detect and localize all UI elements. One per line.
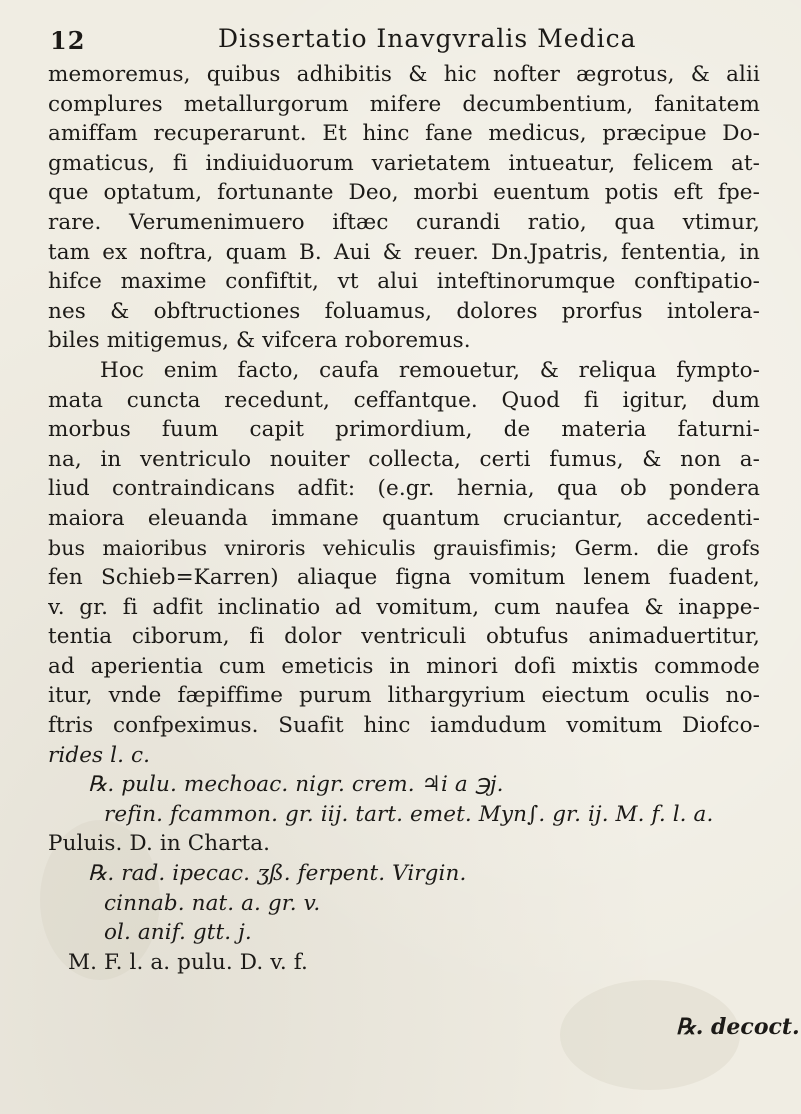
body-text (48, 60, 760, 977)
text-line: mata cuncta recedunt, ceffantque. Quod fi igitur, dum (48, 387, 760, 413)
prescription-line: ℞. pulu. mechoac. nigr. crem. ♃i a ℈j. (88, 772, 504, 798)
text-line: rides l. c. (48, 742, 151, 768)
text-line: nes & obftructiones foluamus, dolores prorfus intolera- (48, 298, 760, 324)
page-number: 12 (50, 26, 86, 55)
text-line: v. gr. fi adfit inclinatio ad vomitum, cum naufea & inappe- (48, 594, 760, 620)
text-line: maiora eleuanda immane quantum cruciantur, accedenti- (48, 505, 760, 531)
text-line: tam ex noftra, quam B. Aui & reuer. Dn.Jpatris, fententia, in (48, 239, 760, 265)
text-line: itur, vnde fæpiffime purum lithargyrium eiectum oculis no- (48, 683, 760, 709)
prescription-line: cinnab. nat. a. gr. v. (104, 890, 321, 916)
paragraph-start-line: Hoc enim facto, caufa remouetur, & reliqua fympto- (100, 357, 760, 383)
prescription-line: M. F. l. a. pulu. D. v. f. (68, 949, 308, 975)
text-line: que optatum, fortunante Deo, morbi euentum potis eft fpe- (48, 180, 760, 206)
page-header (50, 18, 750, 58)
text-line: memoremus, quibus adhibitis & hic nofter ægrotus, & alii (48, 62, 760, 87)
running-head: Dissertatio Inavgvralis Medica (218, 24, 637, 53)
text-line: ad aperientia cum emeticis in minori dofi mixtis commode (48, 653, 760, 679)
text-line: complures metallurgorum mifere decumbentium, fanitatem (48, 91, 760, 117)
text-line: na, in ventriculo nouiter collecta, certi fumus, & non a- (48, 446, 760, 472)
text-line: fen Schieb=Karren) aliaque figna vomitum lenem fuadent, (48, 565, 760, 591)
text-line: biles mitigemus, & vifcera roboremus. (48, 328, 471, 354)
text-line: morbus fuum capit primordium, de materia faturni- (48, 417, 760, 443)
catchword: ℞. decoct. (676, 1014, 800, 1040)
text-line: rare. Verumenimuero iftæc curandi ratio, qua vtimur, (48, 209, 760, 235)
text-line: tentia ciborum, fi dolor ventriculi obtufus animaduertitur, (48, 624, 760, 650)
prescription-line: Puluis. D. in Charta. (48, 831, 271, 857)
text-line: ftris confpeximus. Suafit hinc iamdudum vomitum Diofco- (48, 713, 760, 739)
text-line: bus maioribus vniroris vehiculis grauisfimis; Germ. die grofs (48, 535, 760, 560)
prescription-line: refin. fcammon. gr. iij. tart. emet. Myn∫. gr. ij. M. f. l. a. (104, 801, 714, 827)
prescription-line: ℞. rad. ipecac. ʒß. ferpent. Virgin. (88, 861, 467, 887)
text-line: hifce maxime confiftit, vt alui inteftinorumque conftipatio- (48, 269, 760, 295)
text-line: liud contraindicans adfit: (e.gr. hernia, qua ob pondera (48, 476, 760, 502)
text-line: gmaticus, fi indiuiduorum varietatem intueatur, felicem at- (48, 150, 760, 176)
prescription-line: ol. anif. gtt. j. (104, 920, 252, 946)
text-line: amiffam recuperarunt. Et hinc fane medicus, præcipue Do- (48, 121, 760, 147)
